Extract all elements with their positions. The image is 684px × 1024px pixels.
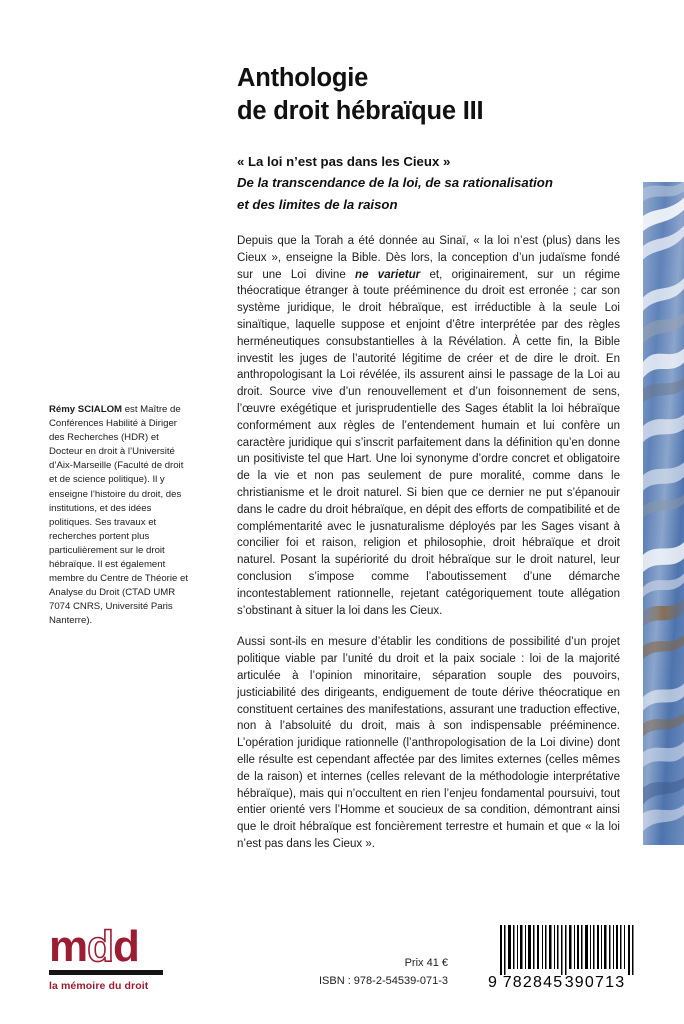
blurb-p1-emphasis: ne varietur [355, 268, 421, 281]
book-title-block [237, 62, 627, 127]
subtitle-quote: « La loi n’est pas dans les Cieux » [237, 154, 451, 169]
barcode-right-group: 390713 [564, 974, 626, 991]
logo-letter-d-hollow: d [87, 922, 114, 971]
page-title-line-1: Anthologie [237, 64, 369, 92]
publisher-logo [49, 922, 167, 992]
blurb-p1-part1: Depuis que la Torah a été donnée au Sinaï, « la loi n’est (plus) dans les Cieux », enseigne la Bible. Dès lors, la conception d’un judaïsme fondé sur une Loi divine [237, 235, 620, 281]
author-name: Rémy SCIALOM [49, 404, 123, 415]
isbn-label: ISBN : 978-2-54539-071-3 [318, 974, 448, 987]
price-isbn-block [248, 955, 448, 991]
price-label: Prix 41 € [404, 957, 448, 969]
barcode-left-group: 782845 [502, 974, 564, 991]
blurb-paragraph-1 [237, 233, 620, 619]
logo-letter-d-solid: d [113, 922, 139, 971]
blurb-paragraph-2: Aussi sont-ils en mesure d’établir les conditions de possibilité d’un projet politique viable par l’unité du droit et la paix sociale : loi de la majorité articulée à l’opinion minoritaire, séparation souple des pouvoirs, justiciabilité des dirigeants, endiguement de toute dérive théocratique en constituent certaines des manifestations, assurant une traduction effective, non à l’absoluité du droit, mais à son indispensable prééminence. L’opération juridique rationnelle (l’anthropologisation de la Loi divine) dont elle résulte est cependant affectée par des limites externes (celles mêmes de la raison) et internes (celles relevant de la méthodologie interprétative hébraïque), mais qui n’occultent en rien l’enjeu fondamental poursuivi, tout entier orienté vers l’Homme et soucieux de sa condition, démontrant ainsi que le droit hébraïque est foncièrement terrestre et humain et que « la loi n’est pas dans les Cieux ». [237, 636, 620, 850]
author-biography [49, 403, 191, 629]
blurb-p1-part2: et, originairement, sur un régime théocratique étranger à toute prééminence du droit est erronée ; car son système juridique, le droit hébraïque, est irréductible à la seule Loi sinaïtique, laquelle suppose et enjoint d’être interprétée par des règles herméneutiques consubstantielles à la Révélation. À cette fin, la Bible investit les juges de l’autorité légitime de créer et de dire le droit. En anthropologisant la Loi révélée, ils assurent ainsi le passage de la Loi au droit. Source vive d’un renouvellement et d’un foisonnement de sens, l’œuvre exégétique et jurisprudentielle des Sages établit la loi hébraïque conformément aux règles de l’entendement humain et lui confère un caractère juridique qui s’inscrit parfaitement dans la définition qu’en donne un positiviste tel que Hart. Une loi synonyme d’ordre concret et obligatoire de la vie et non pas seulement de pure moralité, comme dans le christianisme et le droit naturel. Si bien que ce dernier ne put s’épanouir dans le cadre du droit hébraïque, en dépit des efforts de compatibilité et de complémentarité avec le jusnaturalisme déployés par les Sages visant à concilier foi et raison, religion et philosophie, droit hébraïque et droit naturel. Posant la supériorité du droit hébraïque sur le droit naturel, leur conclusion s’impose comme l’aboutissement d’une démarche incontestablement rationnelle, rejetant catégoriquement toute allégation s’obstinant à situer la loi dans les Cieux. [237, 268, 621, 617]
subtitle-italic-line-1: De la transcendance de la loi, de sa rationalisation [237, 175, 553, 191]
subtitle-italic-line-2: et des limites de la raison [237, 196, 398, 212]
page-title-line-2: de droit hébraïque III [237, 96, 484, 125]
author-bio-text: est Maître de Conférences Habilité à Diriger des Recherches (HDR) et Docteur en droit à l’Université d’Aix-Marseille (Faculté de droit et de science politique). Il y enseigne l’histoire du droit, des institutions, et des idées politiques. Ses travaux et recherches portent plus particulièrement sur le droit hébraïque. Il est également membre du Centre de Théorie et Analyse du Droit (CTAD UMR 7074 CNRS, Université Paris Nanterre). [49, 404, 189, 627]
marble-texture-svg [643, 182, 684, 845]
logo-letter-m: m [49, 922, 88, 971]
publisher-tagline: la mémoire du droit [49, 980, 149, 992]
isbn-barcode [486, 925, 642, 992]
back-cover-blurb [237, 233, 620, 853]
barcode-digits [486, 974, 642, 992]
publisher-logo-wordmark [49, 922, 167, 971]
barcode-lead-digit: 9 [488, 974, 499, 991]
book-subtitle-block [237, 151, 632, 215]
barcode-bars [486, 925, 642, 975]
marbled-decorative-strip [643, 182, 684, 845]
